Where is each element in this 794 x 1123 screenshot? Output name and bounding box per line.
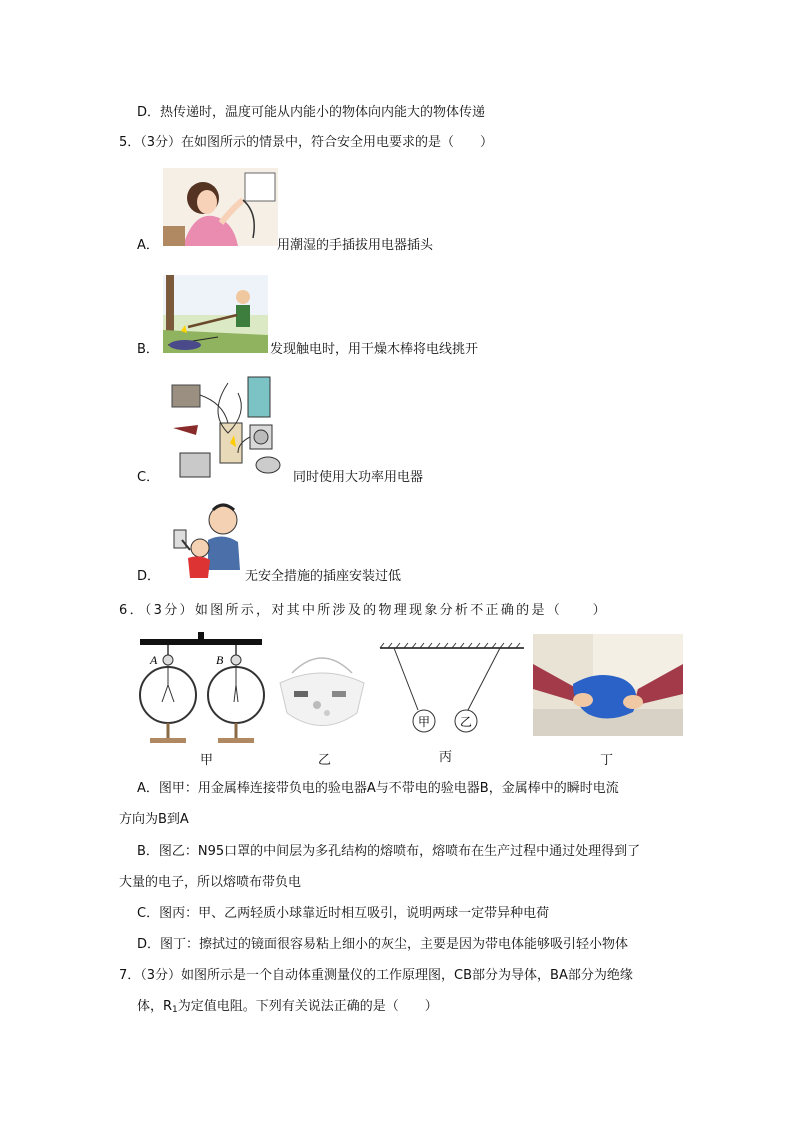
q4-option-d: D．热传递时，温度可能从内能小的物体向内能大的物体传递 (137, 105, 486, 120)
q5-d-image (168, 500, 246, 582)
q5-option-c-label: C． (137, 470, 160, 485)
q6-option-b-line2: 大量的电子，所以熔喷布带负电 (119, 875, 302, 890)
q5-option-c-text: 同时使用大功率用电器 (293, 470, 424, 485)
caption-bing: 丙 (439, 750, 453, 765)
q6-option-b-line1: B．图乙：N95口罩的中间层为多孔结构的熔喷布，熔喷布在生产过程中通过处理得到了 (137, 844, 641, 859)
q5-option-a-label: A． (137, 238, 159, 253)
ball-yi-label: 乙 (460, 715, 473, 729)
q6-stem: 6．（3分）如图所示，对其中所涉及的物理现象分析不正确的是（ ） (119, 603, 608, 618)
q5-option-b-label: B． (137, 342, 159, 357)
q6-option-a-line2: 方向为B到A (119, 812, 189, 827)
q5-option-d-text: 无安全措施的插座安装过低 (245, 569, 402, 584)
caption-ding: 丁 (600, 753, 614, 768)
q5-c-image (168, 373, 290, 479)
q6-option-d: D．图丁：擦拭过的镜面很容易粘上细小的灰尘，主要是因为带电体能够吸引轻小物体 (137, 937, 629, 952)
q6-fig-jia-electroscopes (138, 630, 266, 750)
q6-option-c: C．图丙：甲、乙两轻质小球靠近时相互吸引，说明两球一定带异种电荷 (137, 906, 550, 921)
q7-stem-line1: 7．（3分）如图所示是一个自动体重测量仪的工作原理图，CB部分为导体，BA部分为绝缘 (119, 968, 633, 983)
q5-option-b-text: 发现触电时，用干燥木棒将电线挑开 (270, 342, 479, 357)
q6-fig-bing-balls (378, 640, 526, 740)
label-b: B (216, 653, 224, 667)
q5-option-a-text: 用潮湿的手插拔用电器插头 (277, 238, 434, 253)
q5-a-image (163, 168, 278, 246)
q6-option-a-line1: A．图甲：用金属棒连接带负电的验电器A与不带电的验电器B，金属棒中的瞬时电流 (137, 781, 619, 796)
q6-fig-ding-wiping (533, 634, 683, 736)
q5-b-image (163, 275, 268, 353)
q5-stem: 5．（3分）在如图所示的情景中，符合安全用电要求的是（ ） (119, 135, 494, 150)
label-a: A (150, 653, 158, 667)
caption-jia: 甲 (200, 753, 214, 768)
q6-fig-yi-mask (272, 643, 372, 738)
ball-jia-label: 甲 (418, 715, 431, 729)
q7-stem-line2: 体，$R_1$为定值电阻。下列有关说法正确的是（ ） (137, 999, 438, 1015)
caption-yi: 乙 (318, 753, 332, 768)
q5-option-d-label: D． (137, 569, 161, 584)
